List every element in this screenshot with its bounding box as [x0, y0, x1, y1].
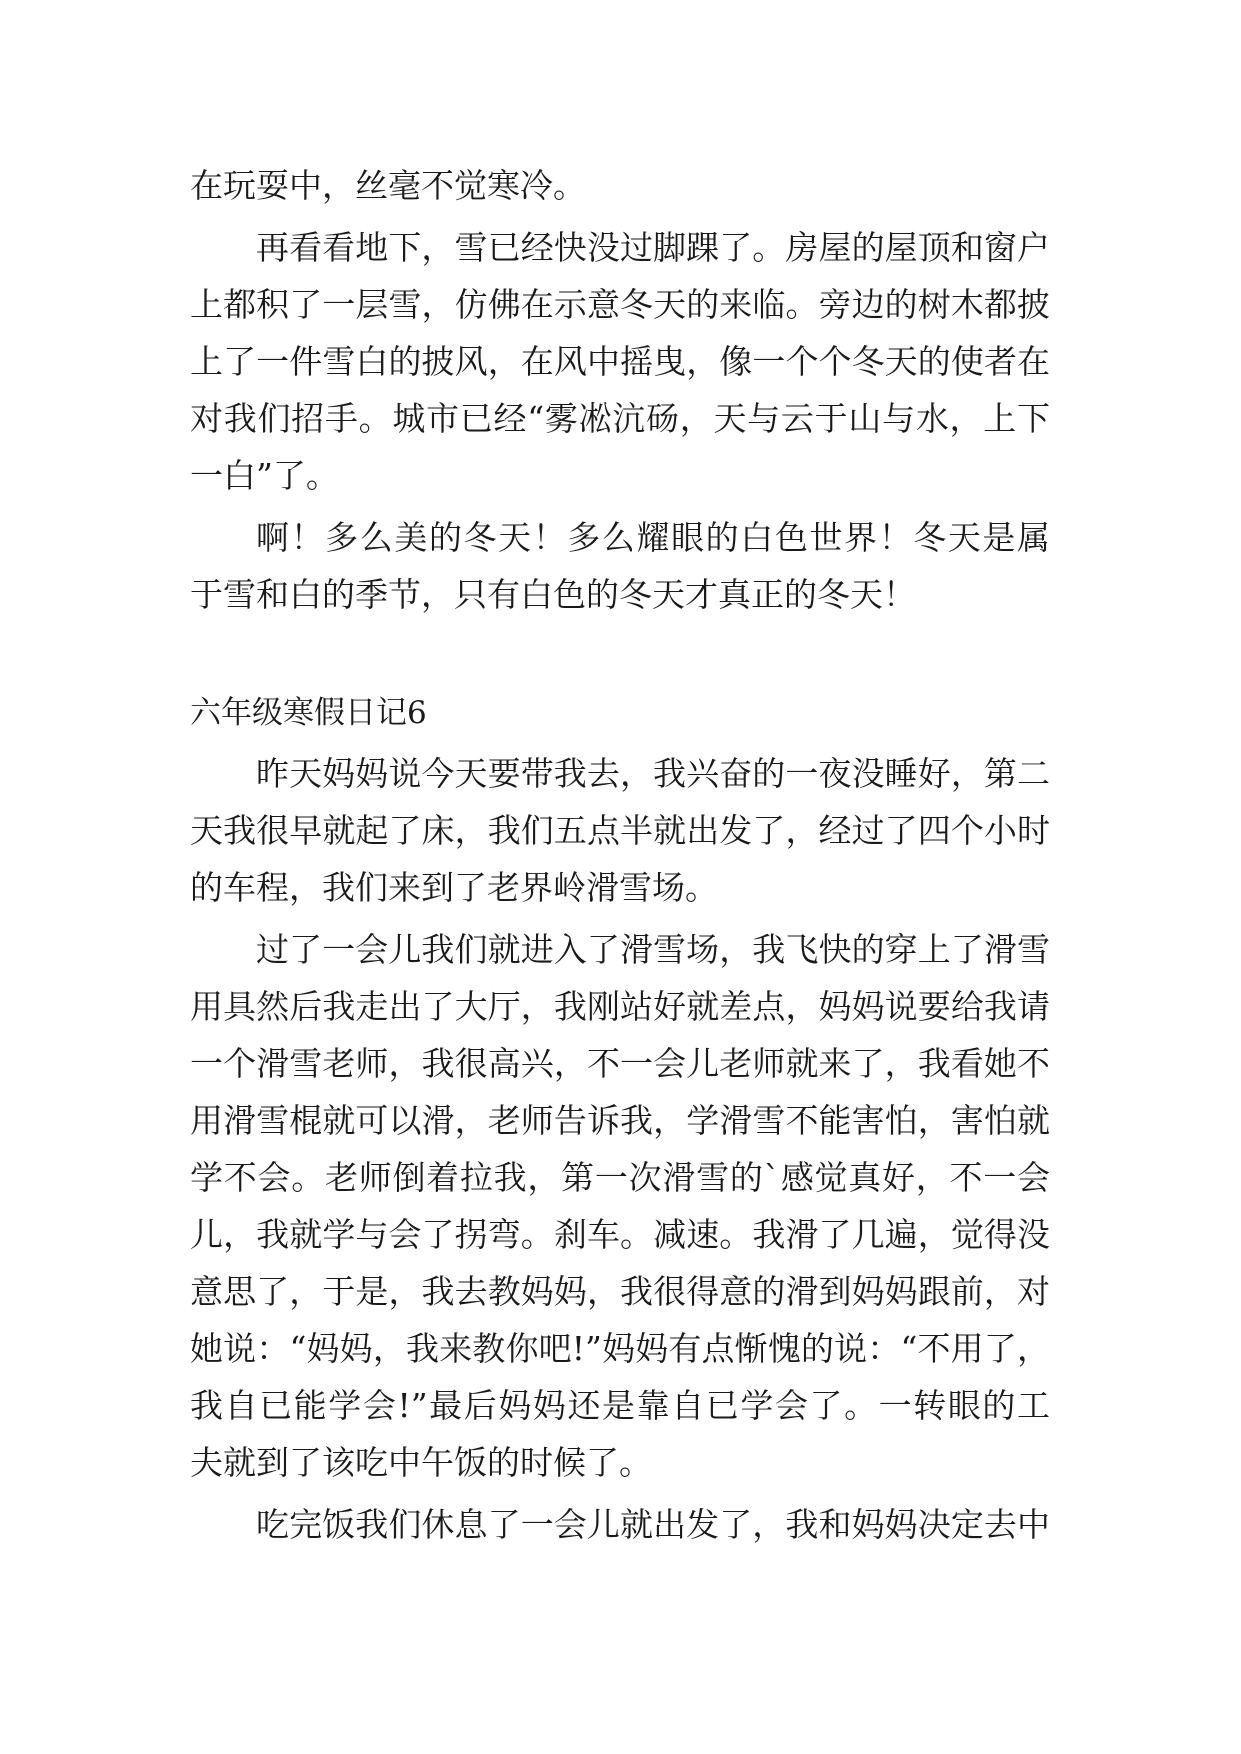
text-line: 她说：“妈妈，我来教你吧!”妈妈有点惭愧的说：“不用了， — [190, 1329, 1050, 1368]
text-line: 用滑雪棍就可以滑，老师告诉我，学滑雪不能害怕，害怕就 — [190, 1101, 1050, 1140]
text-line: 吃完饭我们休息了一会儿就出发了，我和妈妈决定去中 — [256, 1505, 1050, 1544]
text-line: 学不会。老师倒着拉我，第一次滑雪的`感觉真好，不一会 — [190, 1158, 1050, 1197]
text-line: 昨天妈妈说今天要带我去，我兴奋的一夜没睡好，第二 — [256, 754, 1050, 793]
text-line: 夫就到了该吃中午饭的时候了。 — [190, 1443, 652, 1482]
text-line: 在玩耍中，丝毫不觉寒冷。 — [190, 166, 586, 205]
text-line: 意思了，于是，我去教妈妈，我很得意的滑到妈妈跟前，对 — [190, 1272, 1050, 1311]
text-line: 上了一件雪白的披风，在风中摇曳，像一个个冬天的使者在 — [190, 342, 1050, 381]
text-line: 一个滑雪老师，我很高兴，不一会儿老师就来了，我看她不 — [190, 1044, 1050, 1083]
text-line: 用具然后我走出了大厅，我刚站好就差点，妈妈说要给我请 — [190, 987, 1050, 1026]
text-line: 儿，我就学与会了拐弯。刹车。减速。我滑了几遍，觉得没 — [190, 1215, 1050, 1254]
text-line: 一白”了。 — [190, 456, 339, 495]
text-line: 再看看地下，雪已经快没过脚踝了。房屋的屋顶和窗户 — [256, 228, 1050, 267]
text-line: 过了一会儿我们就进入了滑雪场，我飞快的穿上了滑雪 — [256, 930, 1050, 969]
text-line: 啊！多么美的冬天！多么耀眼的白色世界！冬天是属 — [256, 518, 1050, 557]
text-line: 对我们招手。城市已经“雾凇沆砀，天与云于山与水，上下 — [190, 399, 1050, 438]
section-title: 六年级寒假日记6 — [190, 695, 427, 731]
text-line: 我自已能学会!”最后妈妈还是靠自已学会了。一转眼的工 — [190, 1386, 1050, 1425]
text-line: 的车程，我们来到了老界岭滑雪场。 — [190, 868, 718, 907]
text-line: 上都积了一层雪，仿佛在示意冬天的来临。旁边的树木都披 — [190, 285, 1050, 324]
text-line: 天我很早就起了床，我们五点半就出发了，经过了四个小时 — [190, 811, 1050, 850]
text-line: 于雪和白的季节，只有白色的冬天才真正的冬天！ — [190, 575, 916, 614]
